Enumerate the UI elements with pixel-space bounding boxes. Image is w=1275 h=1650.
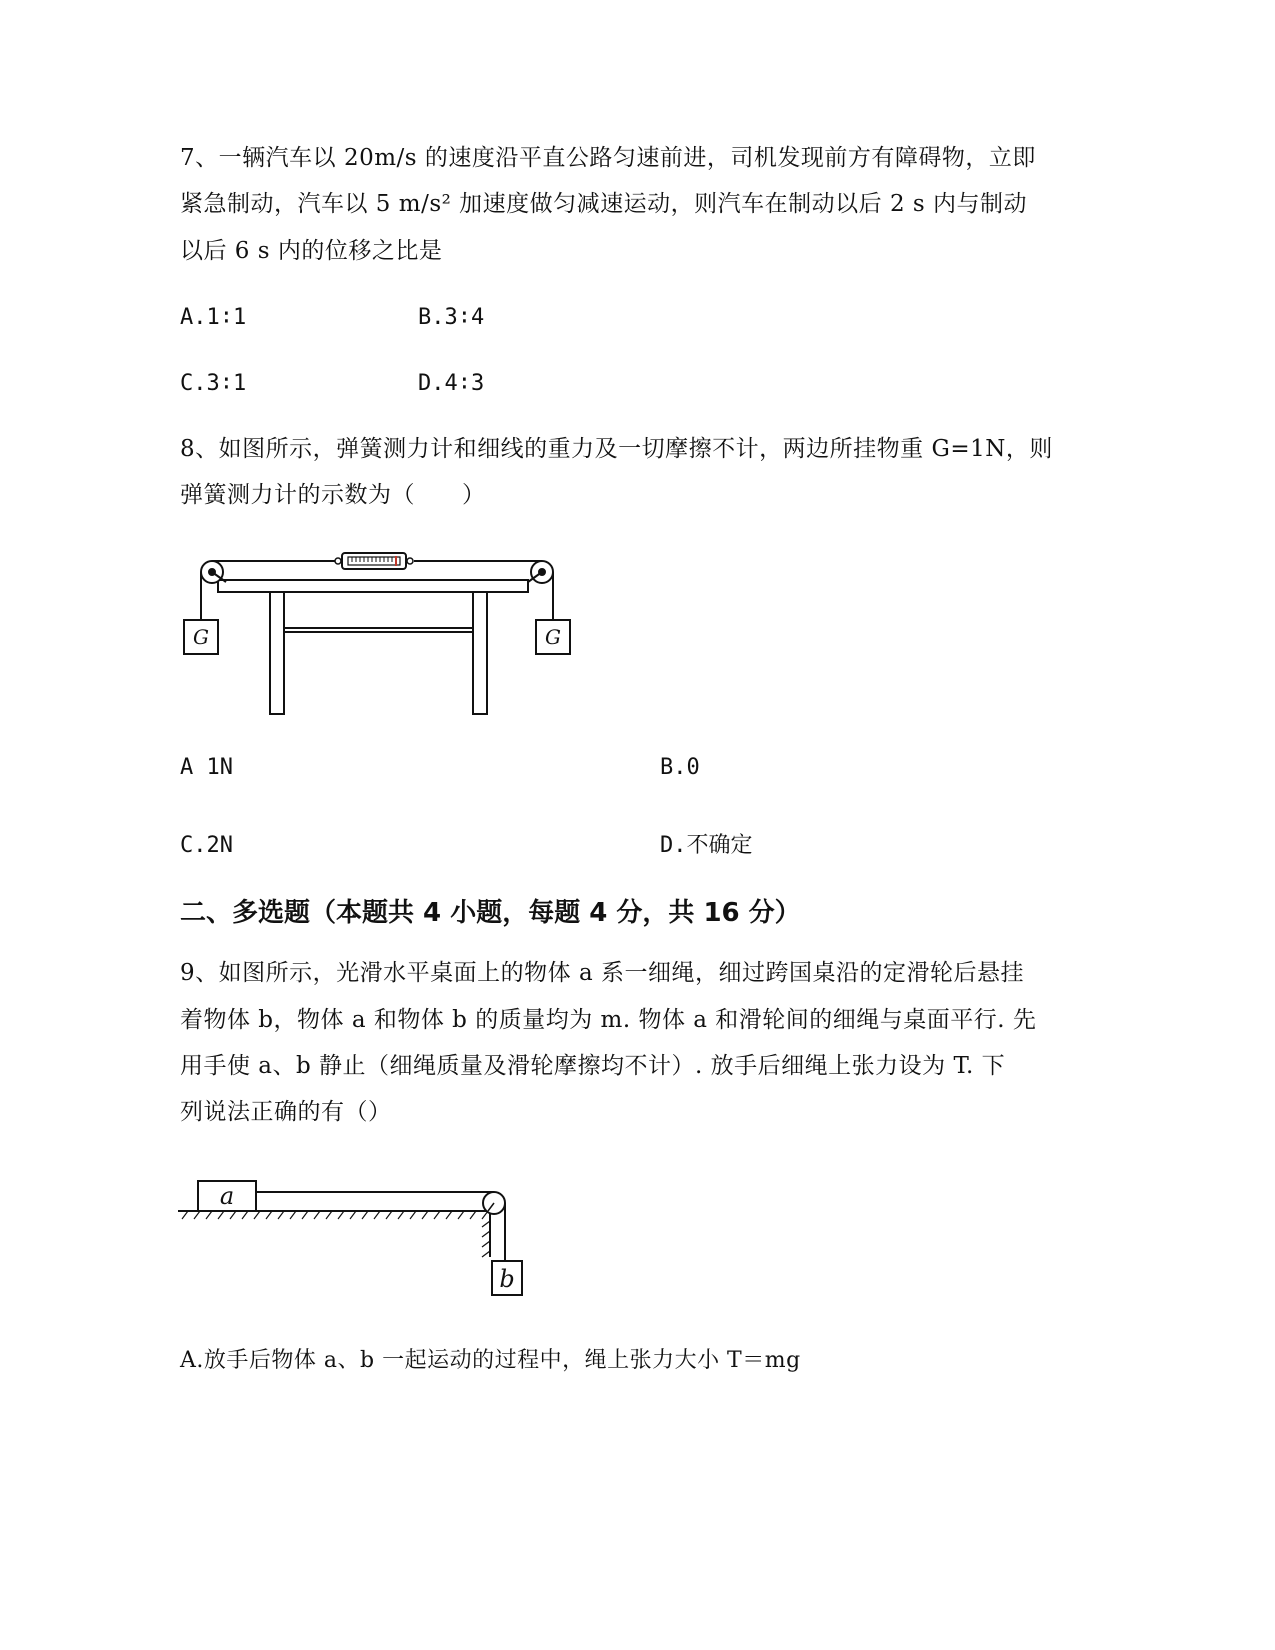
weight-left-label: G <box>193 625 209 649</box>
section-2-title: 二、多选题（本题共 4 小题，每题 4 分，共 16 分） <box>180 898 801 928</box>
q9-text-line-2: 着物体 b，物体 a 和物体 b 的质量均为 m. 物体 a 和滑轮间的细绳与桌面平行. 先 <box>180 1007 1037 1033</box>
q9-option-a: A.放手后物体 a、b 一起运动的过程中，绳上张力大小 T＝mg <box>180 1348 801 1373</box>
q8-option-d: D.不确定 <box>660 833 753 858</box>
table-top <box>218 580 528 592</box>
q7-option-a: A.1∶1 <box>180 305 247 330</box>
weight-right-label: G <box>545 625 561 649</box>
q8-text-line-2: 弹簧测力计的示数为（ ） <box>180 482 486 508</box>
table-leg-right <box>473 592 487 714</box>
q8-option-b: B.0 <box>660 755 700 780</box>
q8-option-c: C.2N <box>180 833 233 858</box>
q7-text-line-1: 7、一辆汽车以 20m/s 的速度沿平直公路匀速前进，司机发现前方有障碍物，立即 <box>180 145 1036 171</box>
q7-option-d: D.4∶3 <box>418 371 485 396</box>
q8-figure-table-spring-scale <box>170 540 590 725</box>
q7-option-b: B.3∶4 <box>418 305 485 330</box>
q9-text-line-4: 列说法正确的有（） <box>180 1099 392 1125</box>
table-leg-left <box>270 592 284 714</box>
block-a-label: a <box>219 1182 235 1210</box>
q9-text-line-3: 用手使 a、b 静止（细绳质量及滑轮摩擦均不计）. 放手后细绳上张力设为 T. 下 <box>180 1053 1006 1079</box>
q7-text-line-3: 以后 6 s 内的位移之比是 <box>180 238 443 264</box>
q8-text-line-1: 8、如图所示，弹簧测力计和细线的重力及一切摩擦不计，两边所挂物重 G=1N，则 <box>180 436 1053 462</box>
q9-figure-table-pulley <box>178 1175 528 1305</box>
q8-option-a: A 1N <box>180 755 233 780</box>
q9-text-line-1: 9、如图所示，光滑水平桌面上的物体 a 系一细绳，细过跨国桌沿的定滑轮后悬挂 <box>180 960 1024 986</box>
q7-option-c: C.3∶1 <box>180 371 247 396</box>
q7-text-line-2: 紧急制动，汽车以 5 m/s² 加速度做匀减速运动，则汽车在制动以后 2 s 内与制动 <box>180 191 1028 217</box>
block-b-label: b <box>499 1265 515 1293</box>
